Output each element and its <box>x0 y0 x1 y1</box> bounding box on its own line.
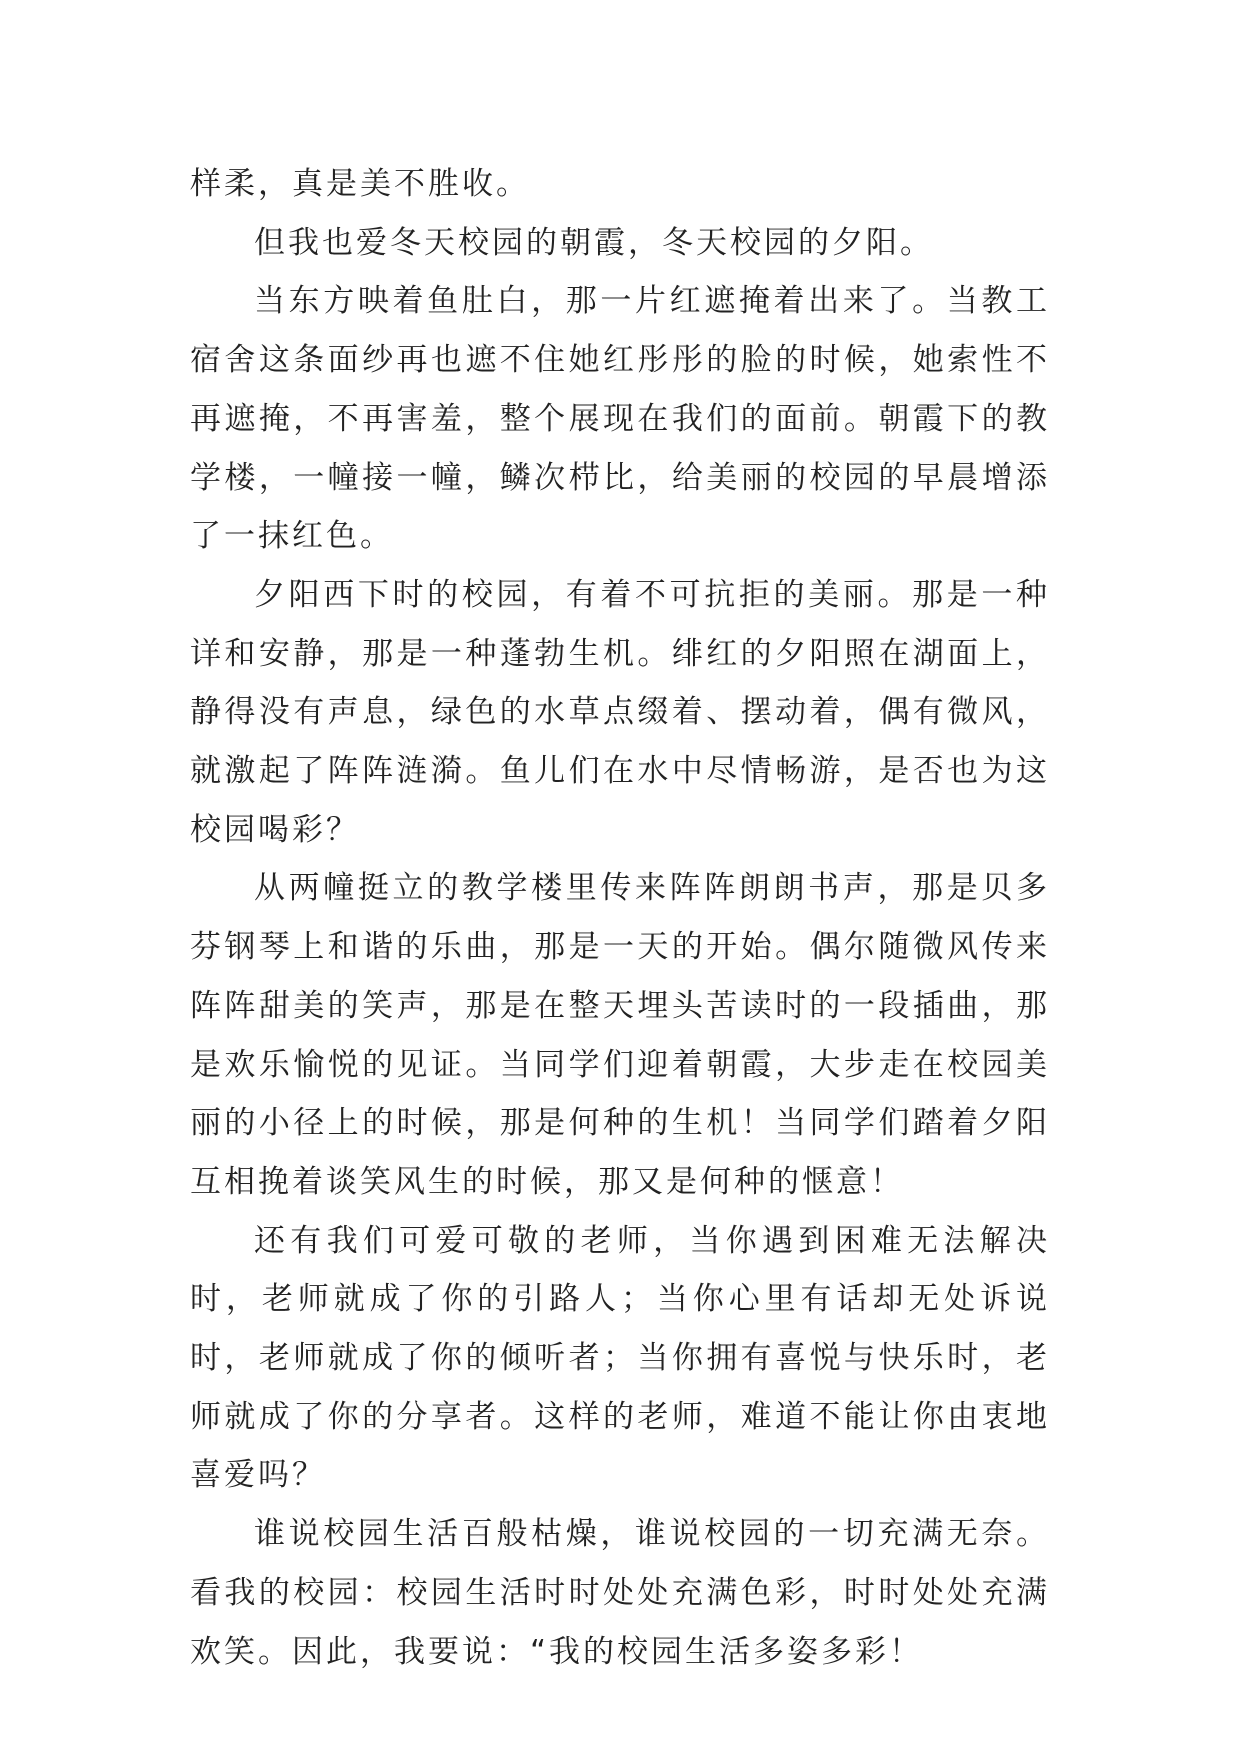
paragraph: 谁说校园生活百般枯燥，谁说校园的一切充满无奈。看我的校园：校园生活时时处处充满色彩，时时处处充满欢笑。因此，我要说：“我的校园生活多姿多彩！ <box>190 1516 1050 1670</box>
paragraph: 还有我们可爱可敬的老师，当你遇到困难无法解决时，老师就成了你的引路人；当你心里有话却无处诉说时，老师就成了你的倾听者；当你拥有喜悦与快乐时，老师就成了你的分享者。这样的老师，难道不能让你由衷地喜爱吗？ <box>190 1222 1050 1494</box>
paragraph: 当东方映着鱼肚白，那一片红遮掩着出来了。当教工宿舍这条面纱再也遮不住她红彤彤的脸的时候，她索性不再遮掩，不再害羞，整个展现在我们的面前。朝霞下的教学楼，一幢接一幢，鳞次栉比，给美丽的校园的早晨增添了一抹红色。 <box>190 283 1050 555</box>
paragraph: 夕阳西下时的校园，有着不可抗拒的美丽。那是一种详和安静，那是一种蓬勃生机。绯红的夕阳照在湖面上，静得没有声息，绿色的水草点缀着、摆动着，偶有微风，就激起了阵阵涟漪。鱼儿们在水中尽情畅游，是否也为这校园喝彩？ <box>190 576 1050 848</box>
paragraph: 从两幢挺立的教学楼里传来阵阵朗朗书声，那是贝多芬钢琴上和谐的乐曲，那是一天的开始。偶尔随微风传来阵阵甜美的笑声，那是在整天埋头苦读时的一段插曲，那是欢乐愉悦的见证。当同学们迎着朝霞，大步走在校园美丽的小径上的时候，那是何种的生机！当同学们踏着夕阳互相挽着谈笑风生的时候，那又是何种的惬意！ <box>190 870 1050 1200</box>
paragraph: 样柔，真是美不胜收。 <box>190 166 530 202</box>
paragraph: 但我也爱冬天校园的朝霞，冬天校园的夕阳。 <box>254 224 934 261</box>
document-body <box>190 155 1050 1681</box>
